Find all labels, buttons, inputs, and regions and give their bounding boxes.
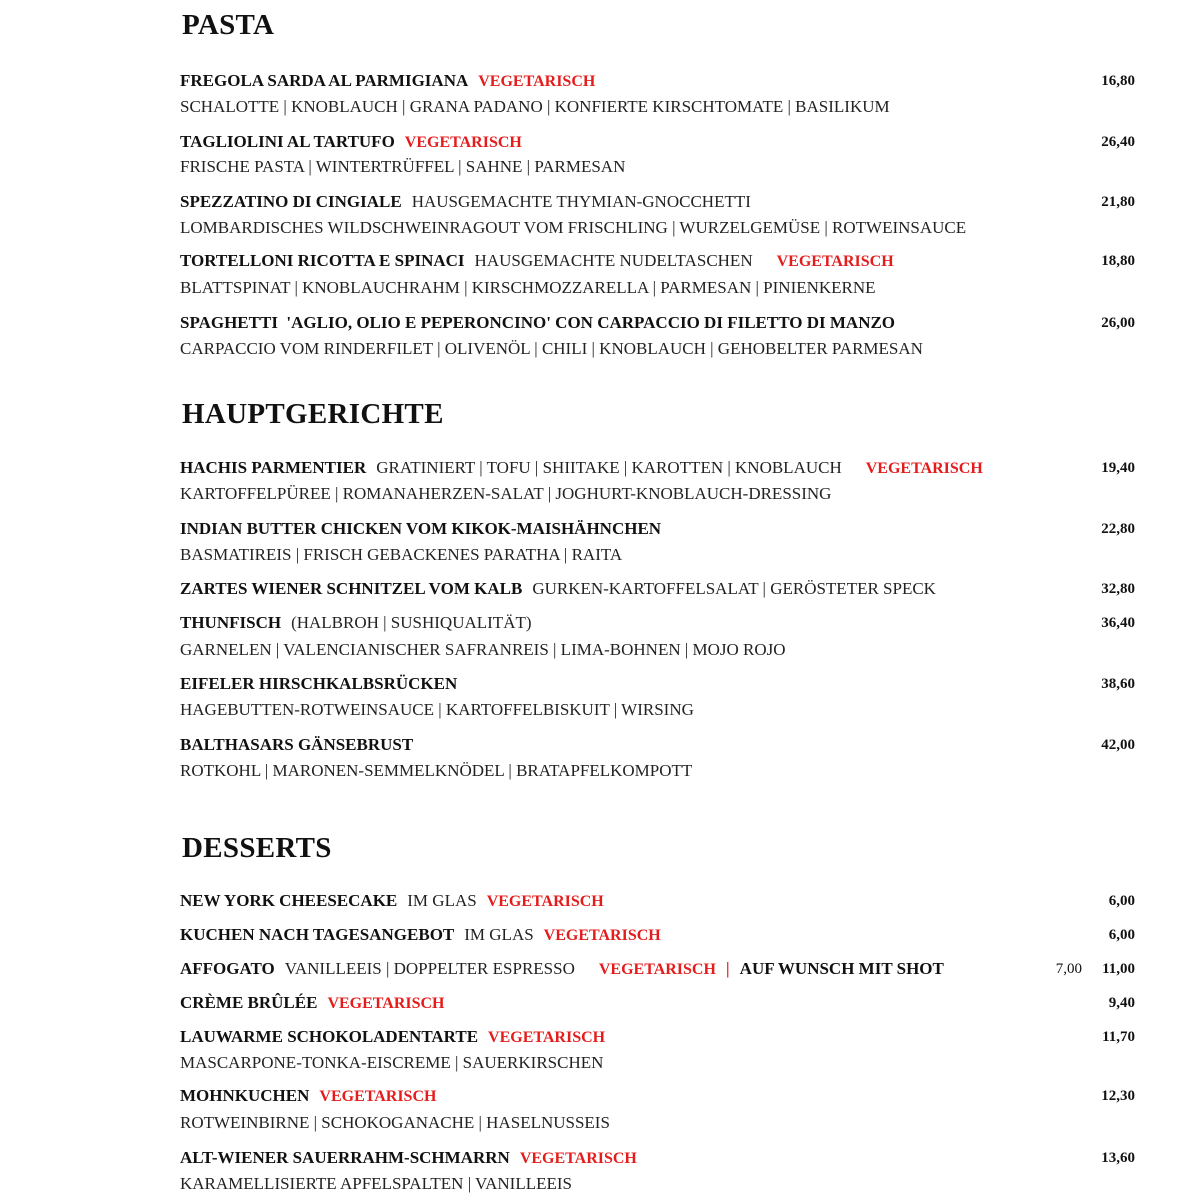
menu-item-title xyxy=(180,518,1135,540)
item-price: 22,80 xyxy=(1101,521,1135,537)
item-description: BLATTSPINAT | KNOBLAUCHRAHM | KIRSCHMOZZARELLA | PARMESAN | PINIENKERNE xyxy=(180,278,876,297)
item-name: SPEZZATINO DI CINGIALE xyxy=(180,192,402,211)
item-price: 32,80 xyxy=(1101,581,1135,597)
item-price: 11,70 xyxy=(1102,1029,1135,1045)
item-description: FRISCHE PASTA | WINTERTRÜFFEL | SAHNE | PARMESAN xyxy=(180,157,626,176)
item-name: ALT-WIENER SAUERRAHM-SCHMARRN xyxy=(180,1148,510,1167)
item-price: 9,40 xyxy=(1108,995,1135,1011)
vegetarian-badge: VEGETARISCH xyxy=(776,253,894,270)
section-title-pasta: PASTA xyxy=(182,9,275,41)
item-subtitle: IM GLAS xyxy=(407,891,477,910)
item-name: HACHIS PARMENTIER xyxy=(180,458,367,477)
item-description: ROTKOHL | MARONEN-SEMMELKNÖDEL | BRATAPFELKOMPOTT xyxy=(180,761,693,780)
menu-item-title xyxy=(180,70,1135,92)
menu-item-title xyxy=(180,958,1135,980)
item-description: KARTOFFELPÜREE | ROMANAHERZEN-SALAT | JOGHURT-KNOBLAUCH-DRESSING xyxy=(180,484,832,503)
section-title-desserts: DESSERTS xyxy=(182,832,332,864)
vegetarian-badge: VEGETARISCH xyxy=(486,893,604,910)
item-subtitle: HAUSGEMACHTE THYMIAN-GNOCCHETTI xyxy=(411,192,751,211)
item-name: TAGLIOLINI AL TARTUFO xyxy=(180,132,395,151)
item-name: THUNFISCH xyxy=(180,613,282,632)
item-name: ZARTES WIENER SCHNITZEL VOM KALB xyxy=(180,579,523,598)
item-description: SCHALOTTE | KNOBLAUCH | GRANA PADANO | KONFIERTE KIRSCHTOMATE | BASILIKUM xyxy=(180,97,890,116)
item-price: 42,00 xyxy=(1101,737,1135,753)
item-name: EIFELER HIRSCHKALBSRÜCKEN xyxy=(180,674,458,693)
item-price: 11,00 xyxy=(1102,961,1135,977)
menu-item-title xyxy=(180,890,1135,912)
item-price: 13,60 xyxy=(1101,1150,1135,1166)
item-price: 26,00 xyxy=(1101,315,1135,331)
menu-item-title xyxy=(180,312,1135,334)
item-description: BASMATIREIS | FRISCH GEBACKENES PARATHA | RAITA xyxy=(180,545,623,564)
item-description: ROTWEINBIRNE | SCHOKOGANACHE | HASELNUSSEIS xyxy=(180,1113,610,1132)
menu-item-title xyxy=(180,191,1135,213)
menu-item-title xyxy=(180,734,1135,756)
item-name: FREGOLA SARDA AL PARMIGIANA xyxy=(180,71,469,90)
vegetarian-badge: VEGETARISCH xyxy=(543,927,661,944)
item-description: KARAMELLISIERTE APFELSPALTEN | VANILLEEIS xyxy=(180,1174,572,1193)
item-subtitle: (HALBROH | SUSHIQUALITÄT) xyxy=(291,613,532,632)
section-title-hauptgerichte: HAUPTGERICHTE xyxy=(182,398,444,430)
vegetarian-badge: VEGETARISCH xyxy=(319,1088,437,1105)
item-name: CRÈME BRÛLÉE xyxy=(180,993,318,1012)
menu-item-title xyxy=(180,673,1135,695)
item-description: LOMBARDISCHES WILDSCHWEINRAGOUT VOM FRISCHLING | WURZELGEMÜSE | ROTWEINSAUCE xyxy=(180,218,967,237)
item-subtitle: IM GLAS xyxy=(464,925,534,944)
separator-pipe: | xyxy=(725,959,730,978)
vegetarian-badge: VEGETARISCH xyxy=(598,961,716,978)
menu-item-title xyxy=(180,1085,1135,1107)
menu-item-title xyxy=(180,578,1135,600)
item-name: BALTHASARS GÄNSEBRUST xyxy=(180,735,414,754)
vegetarian-badge: VEGETARISCH xyxy=(478,73,596,90)
vegetarian-badge: VEGETARISCH xyxy=(404,134,522,151)
menu-item-title xyxy=(180,924,1135,946)
menu-item-title xyxy=(180,131,1135,153)
item-name: INDIAN BUTTER CHICKEN VOM KIKOK-MAISHÄHNCHEN xyxy=(180,519,662,538)
menu-item-title xyxy=(180,250,1135,272)
vegetarian-badge: VEGETARISCH xyxy=(327,995,445,1012)
item-price-extra: 7,00 xyxy=(1055,961,1082,977)
vegetarian-badge: VEGETARISCH xyxy=(519,1150,637,1167)
item-price: 36,40 xyxy=(1101,615,1135,631)
item-price: 12,30 xyxy=(1101,1088,1135,1104)
menu-item-title xyxy=(180,1147,1135,1169)
item-price: 26,40 xyxy=(1101,134,1135,150)
item-description: HAGEBUTTEN-ROTWEINSAUCE | KARTOFFELBISKUIT | WIRSING xyxy=(180,700,694,719)
menu-item-title xyxy=(180,457,1135,479)
item-name: KUCHEN NACH TAGESANGEBOT xyxy=(180,925,455,944)
item-price: 6,00 xyxy=(1108,893,1135,909)
item-price: 38,60 xyxy=(1101,676,1135,692)
menu-item-title xyxy=(180,612,1135,634)
item-price: 18,80 xyxy=(1101,253,1135,269)
item-subtitle: GRATINIERT | TOFU | SHIITAKE | KAROTTEN | KNOBLAUCH xyxy=(376,458,842,477)
item-name: MOHNKUCHEN xyxy=(180,1086,310,1105)
menu-item-title xyxy=(180,1026,1135,1048)
item-price: 16,80 xyxy=(1101,73,1135,89)
item-description: CARPACCIO VOM RINDERFILET | OLIVENÖL | CHILI | KNOBLAUCH | GEHOBELTER PARMESAN xyxy=(180,339,923,358)
item-subtitle: HAUSGEMACHTE NUDELTASCHEN xyxy=(474,251,753,270)
vegetarian-badge: VEGETARISCH xyxy=(488,1029,606,1046)
item-price: 19,40 xyxy=(1101,460,1135,476)
item-name: SPAGHETTI 'AGLIO, OLIO E PEPERONCINO' CON CARPACCIO DI FILETTO DI MANZO xyxy=(180,313,896,332)
menu-item-title xyxy=(180,992,1135,1014)
item-name: TORTELLONI RICOTTA E SPINACI xyxy=(180,251,465,270)
item-description: GARNELEN | VALENCIANISCHER SAFRANREIS | LIMA-BOHNEN | MOJO ROJO xyxy=(180,640,786,659)
item-description: MASCARPONE-TONKA-EISCREME | SAUERKIRSCHEN xyxy=(180,1053,604,1072)
item-name: AFFOGATO xyxy=(180,959,275,978)
item-name: LAUWARME SCHOKOLADENTARTE xyxy=(180,1027,479,1046)
item-subtitle: GURKEN-KARTOFFELSALAT | GERÖSTETER SPECK xyxy=(532,579,936,598)
item-extra-option: AUF WUNSCH MIT SHOT xyxy=(739,959,944,978)
item-subtitle: VANILLEEIS | DOPPELTER ESPRESSO xyxy=(284,959,575,978)
item-price: 21,80 xyxy=(1101,194,1135,210)
vegetarian-badge: VEGETARISCH xyxy=(865,460,983,477)
item-price: 6,00 xyxy=(1108,927,1135,943)
item-name: NEW YORK CHEESECAKE xyxy=(180,891,398,910)
